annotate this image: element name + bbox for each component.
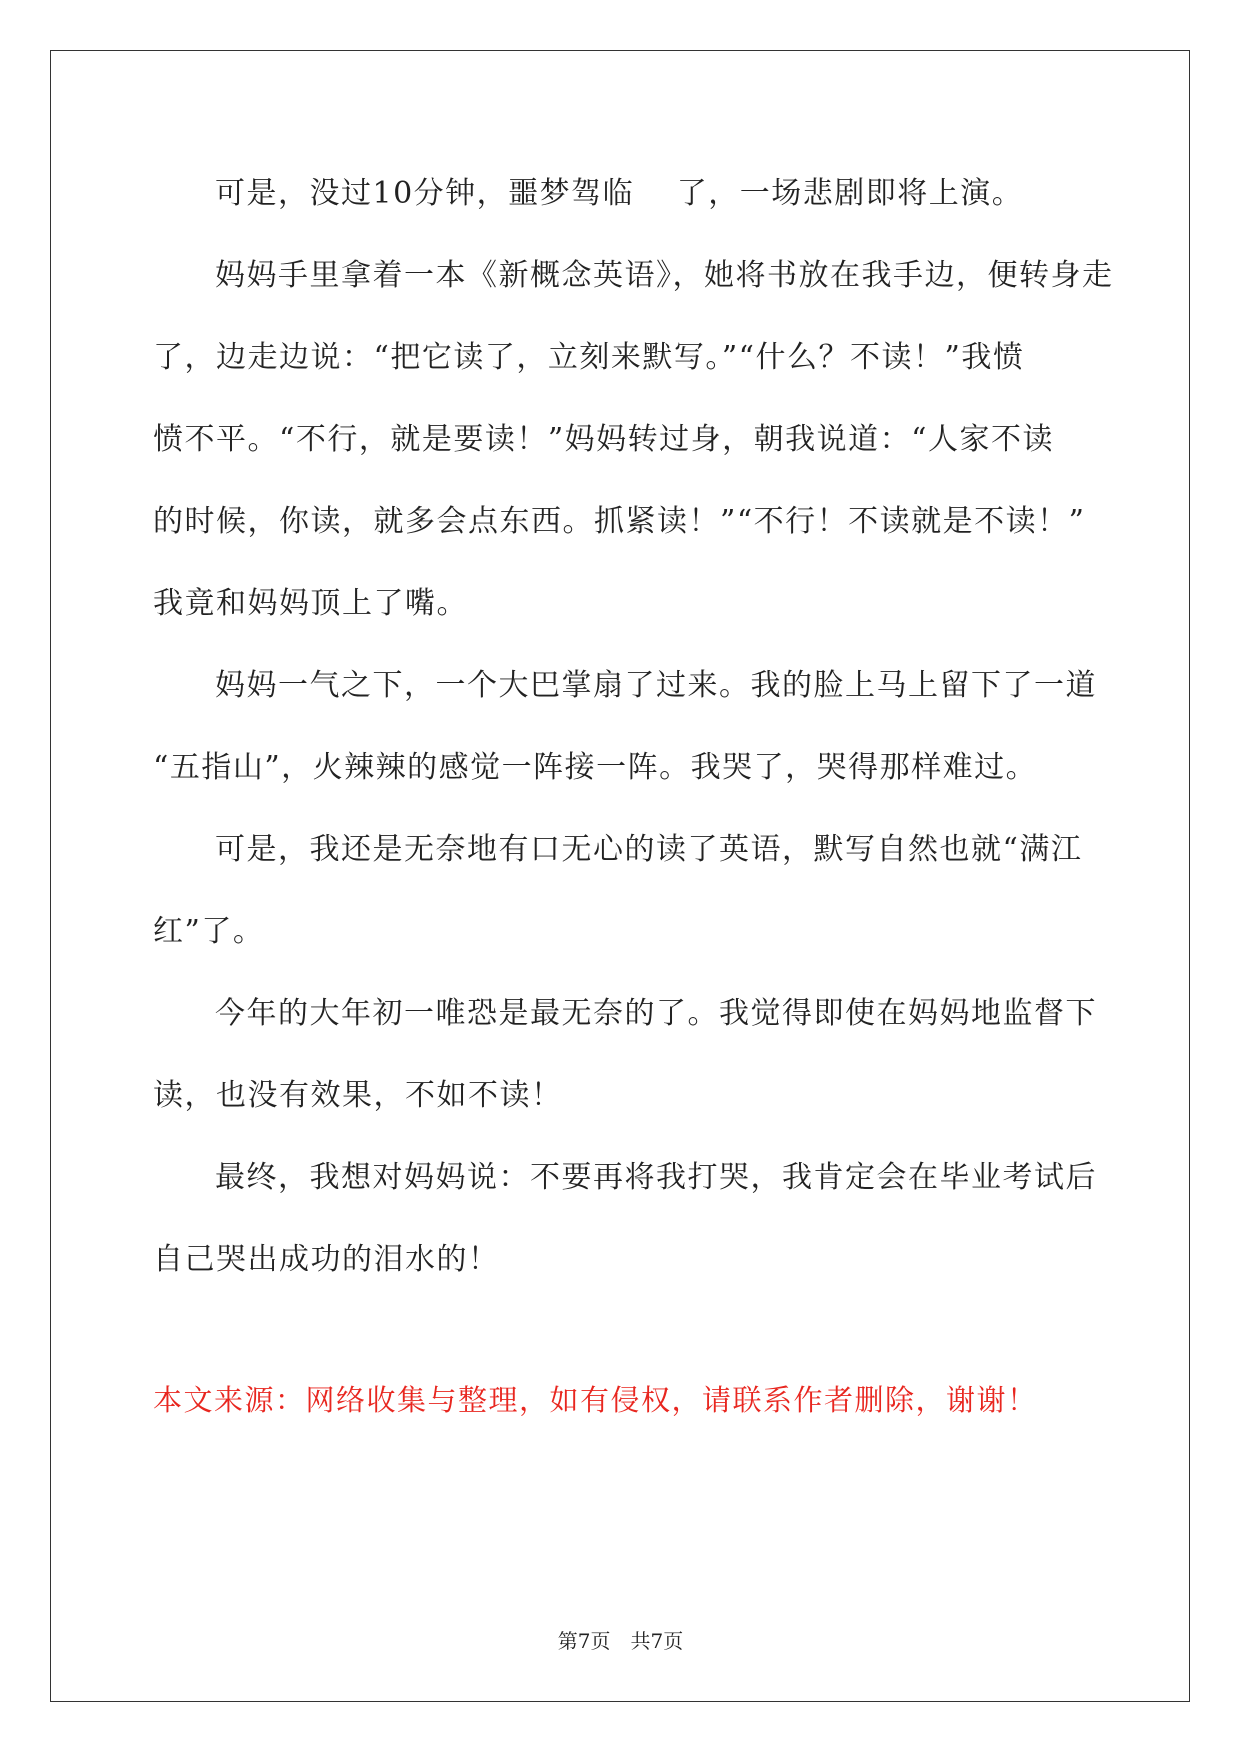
paragraph-line: 的时候，你读，就多会点东西。抓紧读！”“不行！不读就是不读！” [153,504,1086,539]
paragraph-line: 妈妈手里拿着一本《新概念英语》，她将书放在我手边，便转身走 [215,258,1114,293]
paragraph-line: 了，边走边说：“把它读了，立刻来默写。”“什么？不读！”我愤 [153,340,1025,375]
paragraph-line: 红”了。 [153,914,265,949]
paragraph-line: 自己哭出成功的泪水的！ [153,1242,500,1277]
paragraph-line: 今年的大年初一唯恐是最无奈的了。我觉得即使在妈妈地监督下 [215,996,1097,1031]
paragraph-line: 可是，没过10分钟，噩梦驾临 了，一场悲剧即将上演。 [215,176,1024,211]
paragraph-line: 可是，我还是无奈地有口无心的读了英语，默写自然也就“满江 [215,832,1083,867]
paragraph-line: 我竟和妈妈顶上了嘴。 [153,586,468,621]
paragraph-line: 愤不平。“不行，就是要读！”妈妈转过身，朝我说道：“人家不读 [153,422,1055,457]
paragraph-line: 读，也没有效果，不如不读！ [153,1078,563,1113]
source-notice: 本文来源：网络收集与整理，如有侵权，请联系作者删除，谢谢！ [153,1383,1038,1417]
paragraph-line: “五指山”，火辣辣的感觉一阵接一阵。我哭了，哭得那样难过。 [153,750,1038,785]
paragraph-line: 最终，我想对妈妈说：不要再将我打哭，我肯定会在毕业考试后 [215,1160,1097,1195]
paragraph-line: 妈妈一气之下，一个大巴掌扇了过来。我的脸上马上留下了一道 [215,668,1097,703]
page-footer: 第7页 共7页 [557,1629,684,1653]
